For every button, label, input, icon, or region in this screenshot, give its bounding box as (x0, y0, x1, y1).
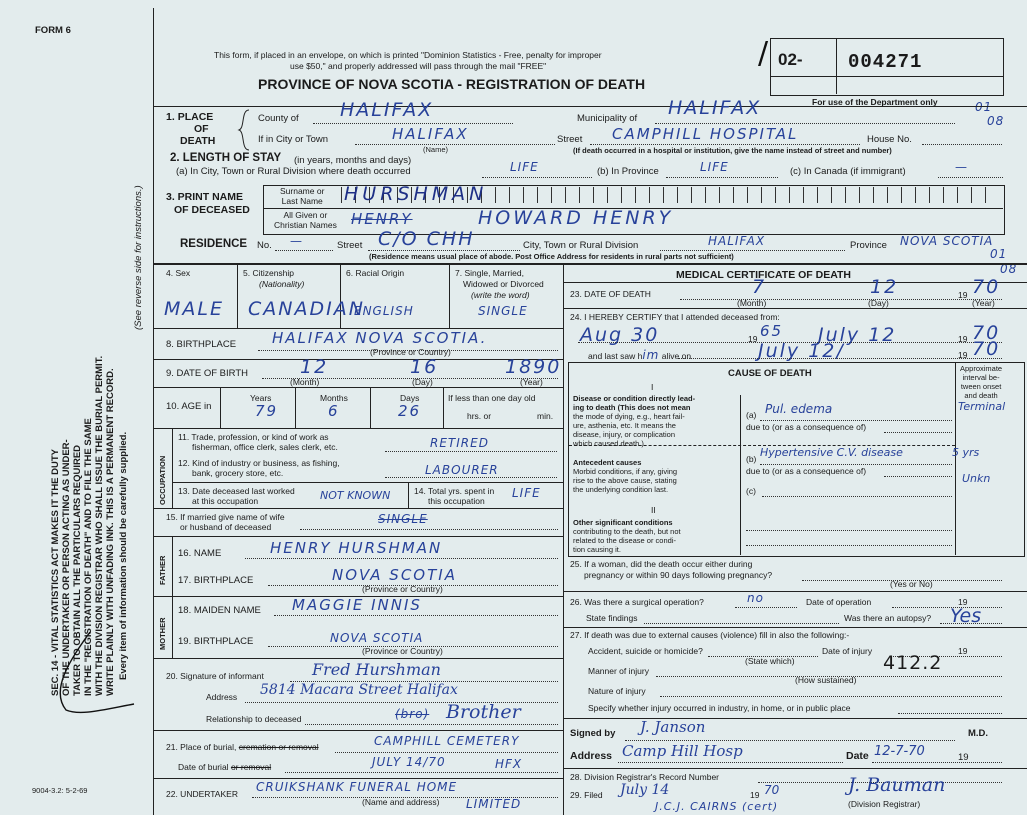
undertaker-value: CRUIKSHANK FUNERAL HOME (256, 780, 458, 794)
stay-canada-value: — (955, 160, 968, 174)
sidebar-statute: SEC. 14 - VITAL STATISTICS ACT MAKES IT THE DUTY OF THE UNDERTAKER OR PERSON ACTING AS UNDER- TAKER TO OBTAIN ALL THE PARTICULARS REQUIRED IN THE "REGISTRATION OF DEATH" AND TO FILE THE SAME WITH THE DIVISION REGISTRAR WHO SHALL ISSUE THE BURIAL PERMIT. WRITE PLAINLY WITH UNFADING INK. THIS IS A PERMANENT RECORD. (50, 355, 116, 696)
dob-day: 16 (410, 356, 439, 378)
spouse-value: SINGLE (378, 512, 428, 526)
given-struck: HENRY (351, 210, 413, 228)
cause-c-interval: Unkn (962, 472, 991, 485)
birthplace-value: HALIFAX NOVA SCOTIA. (272, 329, 488, 347)
attended-from: Aug 30 (580, 324, 660, 346)
reg-prefix: 02- (778, 50, 803, 69)
dept-use-label: For use of the Department only (812, 97, 938, 107)
dob-month: 12 (300, 356, 329, 378)
citizenship-value: CANADIAN (248, 298, 365, 320)
informant-signature: Fred Hurshman (312, 660, 441, 679)
county-value: HALIFAX (340, 99, 434, 121)
classification-code: 412.2 (883, 652, 943, 674)
industry-value: LABOURER (425, 463, 499, 477)
cause-a-value: Pul. edema (765, 402, 833, 416)
death-registration-form: FORM 6 This form, if placed in an envelope, on which is printed "Dominion Statistics - Free, penalty for improper use $50," and properly addressed will pass through the mail "FREE" PROVINCE OF NOVA SCOTIA - REGISTRATION OF DEATH / 02- 004271 For use of the Department only 01 08 SEC. 14 - VITAL STATISTICS ACT MAKES IT THE DUTY OF THE UNDERTAKER OR PERSON ACTING AS UNDER- TAKER TO OBTAIN ALL THE PARTICULARS REQUIRED IN THE "REGISTRATION OF DEATH" AND TO FILE THE SAME WITH THE DIVISION REGISTRAR WHO SHALL ISSUE THE BURIAL PERMIT. WRITE PLAINLY WITH UNFADING INK. THIS IS A PERMANENT RECORD. Every item of information should be carefully supplied. (See reverse side for instructions.) 9004-3.2: 5-2-69 1. PLACE OF DEATH County of HALIFAX Municipality of HALIFAX If in City or Town HALIFAX (Name) Street CAMPHILL HOSPITAL House No. (If death occurred in a hospital or institution, give the name instead of street and number) 2. LENGTH OF STAY (in years, months and days) (a) In City, Town or Rural Division where death occurred LIFE (b) In Province LIFE (c) In Canada (if immigrant) — 3. PRINT NAME OF DECEASED Surname or Last Name All Given or Christian Names HURSHMAN HENRY HOWARD HENRY RESIDENCE No. — Street C/O CHH City, Town or Rural Division HALIFAX Province NOVA SCOTIA (Residence means usual place of abode. Post Office Address for residents in rural parts not sufficient) 01 08 4. Sex MALE 5. Citizenship (Nationality) CANADIAN 6. Racial Origin ENGLISH 7. Single, Married, Widowed or Divorced (write the word) SINGLE 8. BIRTHPLACE HALIFAX NOVA SCOTIA. (Province or Country) 9. DATE OF BIRTH 12 16 1890 (Month) (Day) (Year) 10. AGE in Years Months Days 79 6 26 If less than one day old hrs. or min. OCCUPATION 11. Trade, profession, or kind of work as fisherman, office clerk, sales clerk, etc. RETIRED 12. Kind of industry or business, as fishing, bank, grocery store, etc. LABOURER 13. Date deceased last worked at this occupation NOT KNOWN 14. Total yrs. spent in this occupation LIFE 15. If married give name of wife or husband of deceased SINGLE FATHER 16. NAME HENRY HURSHMAN 17. BIRTHPLACE NOVA SCOTIA (Province or Country) MOTHER 18. MAIDEN NAME MAGGIE INNIS 19. BIRTHPLACE NOVA SCOTIA (Province or Country) 20. Signature of informant Fred Hurshman Address 5814 Macara Street Halifax Relationship to deceased (bro) Brother 21. Place of burial, cremation or removal CAMPHILL CEMETERY Date of burial or removal JULY 14/70 HFX 22. UNDERTAKER CRUIKSHANK FUNERAL HOME (Name and address) LIMITED MEDICAL CERTIFICATE OF DEATH 23. DATE OF DEATH 7 12 19 70 (Month) (Day) (Year) 24. I HEREBY CERTIFY that I attended deceased from: Aug 30 19 65 July 12 19 70 and last saw him alive on July 12/ 19 70 CAUSE OF DEATH Approximate interval be- tween onset and death I Disease or condition directly lead- ing to death (This does not mean the mode of dying, e.g., heart fail- ure, asthenia, etc. It means the disease, injury, or complication which caused death.) (a) Pul. edema Terminal due to (or as a consequence of) Antecedent causes Morbid conditions, if any, giving rise to the above cause, stating the underlying condition last. (b) Hypertensive C.V. disease 5 yrs due to (or as a consequence of) (c) Unkn II Other significant conditions contributing to the death, but not related to the disease or condi- tion causing it. 25. If a woman, did the death occur either during pregnancy or within 90 days following pregnancy? (Yes or No) 26. Was there a surgical operation? no Date of operation 19 State findings Was there an autopsy? Yes 27. If death was due to external causes (violence) fill in also the following:- Accident, suicide or homicide? (State which) Date of injury 19 412.2 Manner of injury (How sustained) Nature of injury Specify whether injury occurred in industry, in home, or in public place Signed by J. Janson M.D. Address Camp Hill Hosp Date 12-7-70 19 28. Division Registrar's Record Number 29. Filed July 14 19 70 J. Bauman (Division Registrar) J.C.J. CAIRNS (cert) (0, 0, 1027, 815)
mother-birthplace-value: NOVA SCOTIA (330, 631, 424, 645)
given-value: HOWARD HENRY (478, 207, 674, 229)
residence-street-value: C/O CHH (378, 228, 475, 250)
residence-city-value: HALIFAX (708, 234, 766, 248)
registrar-stamp: J.C.J. CAIRNS (cert) (655, 800, 779, 813)
sidebar-note-b: (See reverse side for instructions.) (133, 185, 144, 330)
residence-province-value: NOVA SCOTIA (900, 234, 994, 248)
name-label: 3. PRINT NAME OF DECEASED (166, 191, 250, 216)
form-title: PROVINCE OF NOVA SCOTIA - REGISTRATION OF DEATH (258, 76, 646, 92)
burial-place-value: CAMPHILL CEMETERY (374, 734, 520, 748)
age-months: 6 (328, 402, 340, 420)
physician-date: 12-7-70 (874, 744, 925, 759)
surname-value: HURSHMAN (344, 183, 488, 205)
envelope-note-1: This form, if placed in an envelope, on which is printed "Dominion Statistics - Free, penalty for improper (214, 50, 602, 60)
father-birthplace-value: NOVA SCOTIA (332, 566, 457, 584)
slash-mark: / (758, 36, 771, 71)
death-year: 70 (972, 276, 1001, 298)
informant-address: 5814 Macara Street Halifax (260, 682, 458, 698)
filed-date: July 14 (620, 782, 670, 798)
stay-province-value: LIFE (700, 160, 729, 174)
racial-value: ENGLISH (354, 304, 414, 318)
street-value: CAMPHILL HOSPITAL (612, 125, 799, 143)
age-years: 79 (255, 402, 279, 420)
burial-date-value: JULY 14/70 (372, 755, 446, 769)
city-value: HALIFAX (392, 125, 469, 143)
form-label: FORM 6 (35, 25, 71, 36)
last-seen-alive-date: July 12/ (758, 340, 845, 362)
sex-value: MALE (164, 298, 224, 320)
other-conditions-label: Other significant conditions contributing to the death, but not related to the disease or condi- tion causing it. (573, 518, 681, 554)
total-years-value: LIFE (512, 486, 541, 500)
direct-cause-label: Disease or condition directly lead- ing to death (This does not mean the mode of dying, e.g., heart fail- ure, asthenia, etc. It means the disease, injury, or complication which caused death.) (573, 394, 696, 448)
municipality-value: HALIFAX (668, 97, 762, 119)
occupation-value: RETIRED (430, 436, 489, 450)
stay-label: 2. LENGTH OF STAY (170, 152, 282, 164)
antecedent-label: Antecedent causes Morbid conditions, if any, giving rise to the above cause, stating the underlying condition last. (573, 458, 678, 494)
sidebar-note-a: Every item of information should be carefully supplied. (118, 431, 129, 680)
reg-number: 004271 (848, 51, 923, 73)
age-days: 26 (398, 402, 422, 420)
medical-header: MEDICAL CERTIFICATE OF DEATH (676, 269, 851, 281)
operation-value: no (747, 591, 764, 605)
stay-city-value: LIFE (510, 160, 539, 174)
envelope-note-2: use $50," and properly addressed will pass through the mail "FREE" (290, 61, 547, 71)
death-month: 7 (752, 276, 767, 298)
mother-maiden-value: MAGGIE INNIS (292, 596, 422, 614)
father-name-value: HENRY HURSHMAN (270, 539, 443, 557)
place-label: 1. PLACE OF DEATH (166, 111, 216, 147)
last-worked-value: NOT KNOWN (320, 489, 391, 502)
cause-a-interval: Terminal (958, 400, 1006, 413)
registrar-signature: J. Bauman (848, 774, 946, 796)
attended-to: July 12 (818, 324, 897, 346)
code-1b: 08 (987, 114, 1005, 128)
cause-b-interval: 5 yrs (952, 446, 980, 459)
marital-value: SINGLE (478, 304, 528, 318)
dob-year: 1890 (505, 356, 562, 378)
physician-signature: J. Janson (640, 718, 706, 736)
sidebar-scribble (30, 620, 140, 720)
relationship-value: Brother (446, 701, 521, 723)
form-code: 9004-3.2: 5-2-69 (32, 786, 88, 795)
death-day: 12 (870, 276, 899, 298)
code-1: 01 (975, 100, 993, 114)
physician-address: Camp Hill Hosp (622, 742, 743, 760)
autopsy-value: Yes (950, 605, 982, 627)
cause-b-value: Hypertensive C.V. disease (760, 446, 903, 459)
